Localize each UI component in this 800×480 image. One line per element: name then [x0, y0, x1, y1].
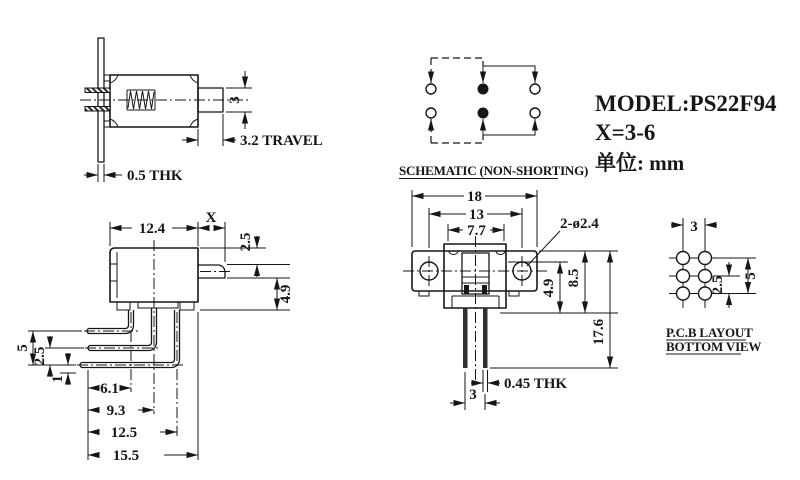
extension-lines: [198, 114, 223, 146]
pcb-pad: [699, 252, 712, 265]
left-side-view: [15, 210, 294, 464]
dim-label-mounting-holes: 2-ø2.4: [560, 216, 599, 232]
dim-label-total-depth: 15.5: [112, 448, 140, 464]
contact-common: [478, 84, 489, 95]
plate-tab-bottom: [104, 121, 110, 127]
contact-open: [426, 108, 436, 118]
title-block: [595, 91, 777, 175]
dashed-link-bottom: [431, 135, 483, 143]
pcb-pad: [677, 252, 690, 265]
contact-open: [530, 108, 540, 118]
pcb-layout-title: P.C.B LAYOUT: [666, 325, 753, 340]
contact-left: [464, 285, 469, 294]
pin-right: [483, 308, 488, 368]
switch-body: [110, 75, 198, 127]
dim-label-pin-pitch: 3: [469, 387, 477, 403]
terminal-pin-upper: [85, 88, 110, 93]
dim-label-pin-span: 5: [15, 344, 31, 352]
dashed-link-top: [431, 58, 483, 66]
bent-pin-2: [88, 308, 157, 351]
schematic-title: SCHEMATIC (NON-SHORTING): [399, 163, 589, 178]
dim-label-travel: 3.2 TRAVEL: [240, 133, 323, 149]
side-view: [80, 38, 323, 184]
dim-label-top-to-shaft: 2.5: [238, 232, 254, 252]
dim-label-pin3-reach: 12.5: [110, 425, 138, 441]
contact-open: [530, 84, 540, 94]
dim-label-body-width: 7.7: [467, 223, 486, 239]
mounting-feet: [117, 302, 194, 310]
extension-lines: [98, 164, 104, 182]
dim-label-actuator-height: 4.9: [541, 278, 557, 298]
bent-pin-3: [80, 310, 180, 368]
solid-link-top: [483, 66, 535, 83]
pcb-pad: [677, 270, 690, 283]
front-view: [403, 189, 618, 410]
pcb-pad: [677, 287, 690, 300]
dim-label-pin-pitch: 2.5: [32, 346, 48, 366]
dim-label-total-height: 17.6: [591, 318, 607, 346]
solid-link-bottom: [483, 119, 535, 135]
plate-tab-top: [104, 75, 110, 81]
dim-label-pin-thickness: 0.45 THK: [504, 376, 568, 392]
dim-label-shaft-height: 3: [227, 96, 243, 104]
dim-label-pin2-reach: 9.3: [106, 403, 126, 419]
dim-label-actuator-length: X: [205, 210, 217, 226]
pin-centerlines-horizontal: [77, 331, 183, 365]
side-notch: [110, 264, 117, 281]
schematic-view: [399, 58, 588, 179]
dim-label-shaft-to-base: 4.9: [278, 284, 294, 304]
dim-label-pin1-reach: 6.1: [100, 381, 119, 397]
dim-label-pad-span-y: 5: [743, 272, 759, 280]
terminal-pin-lower: [85, 107, 110, 112]
dim-label-pad-pitch-x: 3: [690, 219, 698, 235]
dim-label-hole-spacing: 13: [469, 207, 484, 223]
contact-open: [426, 84, 436, 94]
pcb-layout-view: [666, 218, 761, 354]
dim-label-pin-offset: 1: [50, 375, 66, 383]
dim-label-pad-pitch-y: 2.5: [710, 275, 726, 295]
bottom-view-title: BOTTOM VIEW: [666, 339, 762, 354]
corner-fillets: [110, 75, 198, 127]
dim-label-body-height: 8.5: [566, 268, 582, 288]
extension-lines: [490, 251, 618, 368]
bent-pin-1: [87, 310, 134, 334]
unit-note: 单位: mm: [595, 151, 685, 175]
x-range: X=3-6: [595, 120, 656, 145]
leader-line: [527, 231, 560, 266]
contact-common: [478, 108, 489, 119]
pin-left: [463, 308, 468, 368]
contact-right: [482, 285, 487, 294]
dim-label-body-width: 12.4: [138, 221, 166, 237]
dim-label-bracket-width: 18: [467, 189, 482, 205]
model-number: MODEL:PS22F94: [595, 91, 777, 116]
dim-label-plate-thickness: 0.5 THK: [127, 168, 183, 184]
